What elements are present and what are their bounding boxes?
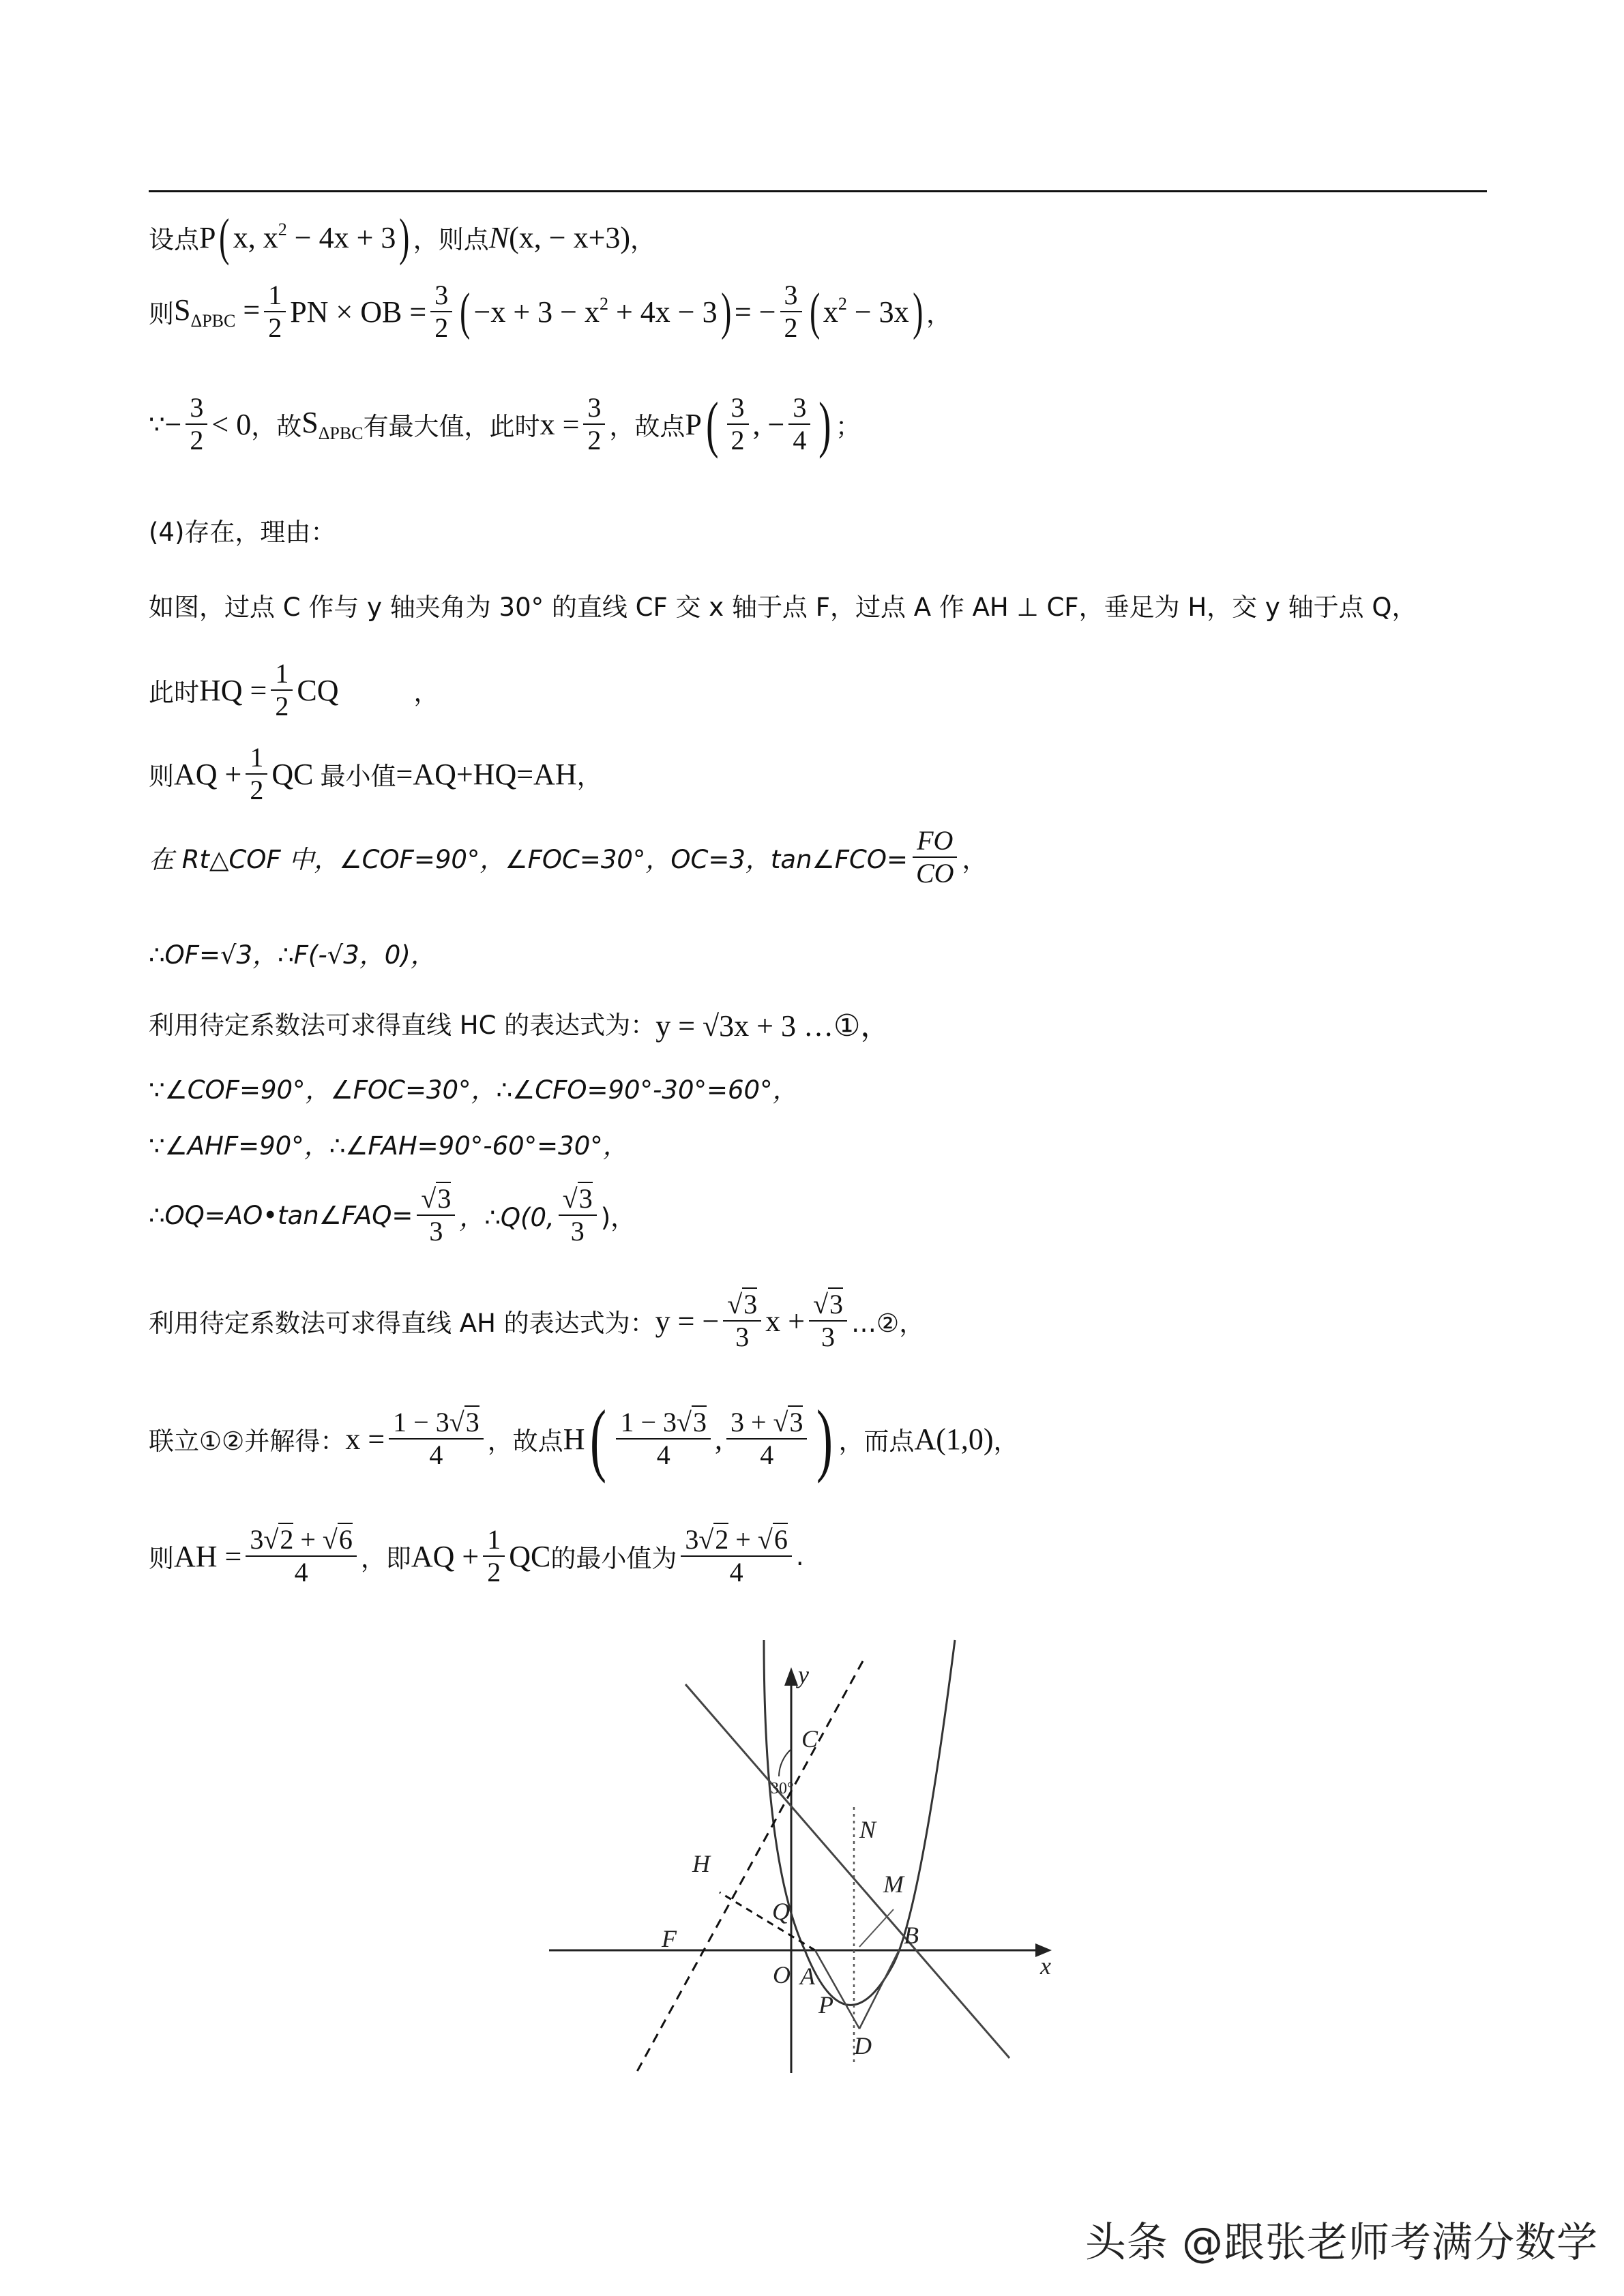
line-14: 利用待定系数法可求得直线 AH 的表达式为： y = − $\frac{√3}{3}$ x + $\frac{√3}{3}$ …②，: [149, 1289, 925, 1352]
line-12: ∵∠AHF=90°，∴∠FAH=90°-60°=30°，: [149, 1131, 628, 1161]
label-angle: 30°: [771, 1780, 794, 1798]
line-2: 则 $S_{\Delta PBC}$ = $\frac{1}{2}$ PN × OB = $\frac{3}{2}$ ( $-x + 3 - x^2 + 4x - 3$ ) = − $\frac{3}{2}$ ( $x^2 - 3x$ ) ，: [149, 280, 951, 343]
line-4: (4)存在，理由：: [149, 518, 336, 547]
label-c: C: [801, 1725, 818, 1753]
angle-arc: [779, 1749, 791, 1776]
label-a: A: [800, 1963, 815, 1990]
math: x, $x^2 - 4x + 3$: [233, 220, 396, 254]
line-1: 设点 P ( x, $x^2 - 4x + 3$ ) ，则点 N(x, − x+3) ，: [149, 209, 656, 266]
line-5: 如图，过点 C 作与 y 轴夹角为 30° 的直线 CF 交 x 轴于点 F，过点 A 作 AH ⊥ CF，垂足为 H，交 y 轴于点 Q，: [149, 593, 1417, 622]
label-h: H: [692, 1850, 710, 1877]
line-cb: [685, 1684, 1009, 2058]
line-9: ∴OF=√3，∴F(-√3，0)，: [149, 940, 436, 970]
line-6: 此时 HQ = $\frac{1}{2}$ CQ ，: [149, 658, 439, 721]
label-d: D: [854, 2032, 872, 2059]
label-x: x: [1040, 1952, 1051, 1980]
math: P: [199, 220, 216, 254]
label-m: M: [883, 1870, 904, 1898]
line-10: 利用待定系数法可求得直线 HC 的表达式为： y = √3x + 3 …①，: [149, 1009, 891, 1043]
line-8: 在 Rt△COF 中，∠COF=90°，∠FOC=30°，OC=3，tan∠FCO= $\frac{FO}{CO}$ ，: [149, 825, 988, 889]
line-ah: [720, 1892, 815, 1950]
label-f: F: [662, 1925, 677, 1952]
label-y: y: [798, 1661, 809, 1688]
line-11: ∵∠COF=90°，∠FOC=30°，∴∠CFO=90°-30°=60°，: [149, 1075, 798, 1105]
text: 则: [149, 299, 174, 329]
watermark: 头条 @跟张老师考满分数学: [1084, 2219, 1598, 2267]
segment-db: [859, 1950, 899, 2029]
line-3: ∵ − $\frac{3}{2}$ < 0 ，故 $S_{\Delta PBC}$ 有最大值，此时 x = $\frac{3}{2}$ ，故点 P ( $\frac{3}{2}$ , − $\frac{3}{4}$ ) ；: [149, 389, 861, 459]
line-15: 联立①②并解得： x = $\frac{1 - 3√3}{4}$ ，故点 H ( $\frac{1 - 3√3}{4}$ , $\frac{3 + √3}{4}$ ) ，而点 A(1,0) ，: [149, 1393, 1019, 1484]
line-7: 则 AQ + $\frac{1}{2}$ QC 最小值 =AQ+HQ=AH ，: [149, 742, 602, 805]
line-13: ∴OQ=AO•tan∠FAQ= $\frac{√3}{3}$ ，∴Q(0, $\frac{√3}{3}$ )，: [149, 1183, 636, 1247]
text: ，则点: [413, 225, 489, 254]
line-16: 则 AH = $\frac{3√2 + √6}{4}$ ，即 AQ + $\frac{1}{2}$ QC 的最小值为 $\frac{3√2 + √6}{4}$ .: [149, 1524, 804, 1587]
text: ，: [630, 225, 656, 254]
header-rule: [149, 190, 1487, 192]
label-o: O: [773, 1961, 791, 1988]
label-n: N: [859, 1816, 876, 1843]
math: N(x, − x+3): [488, 220, 631, 254]
geometry-figure: [539, 1637, 1057, 2114]
segment-nm: [859, 1909, 894, 1947]
text: 设点: [149, 225, 199, 254]
label-p: P: [818, 1991, 833, 2018]
label-q: Q: [772, 1898, 790, 1925]
label-b: B: [904, 1922, 919, 1949]
y-axis-arrow: [784, 1667, 798, 1686]
